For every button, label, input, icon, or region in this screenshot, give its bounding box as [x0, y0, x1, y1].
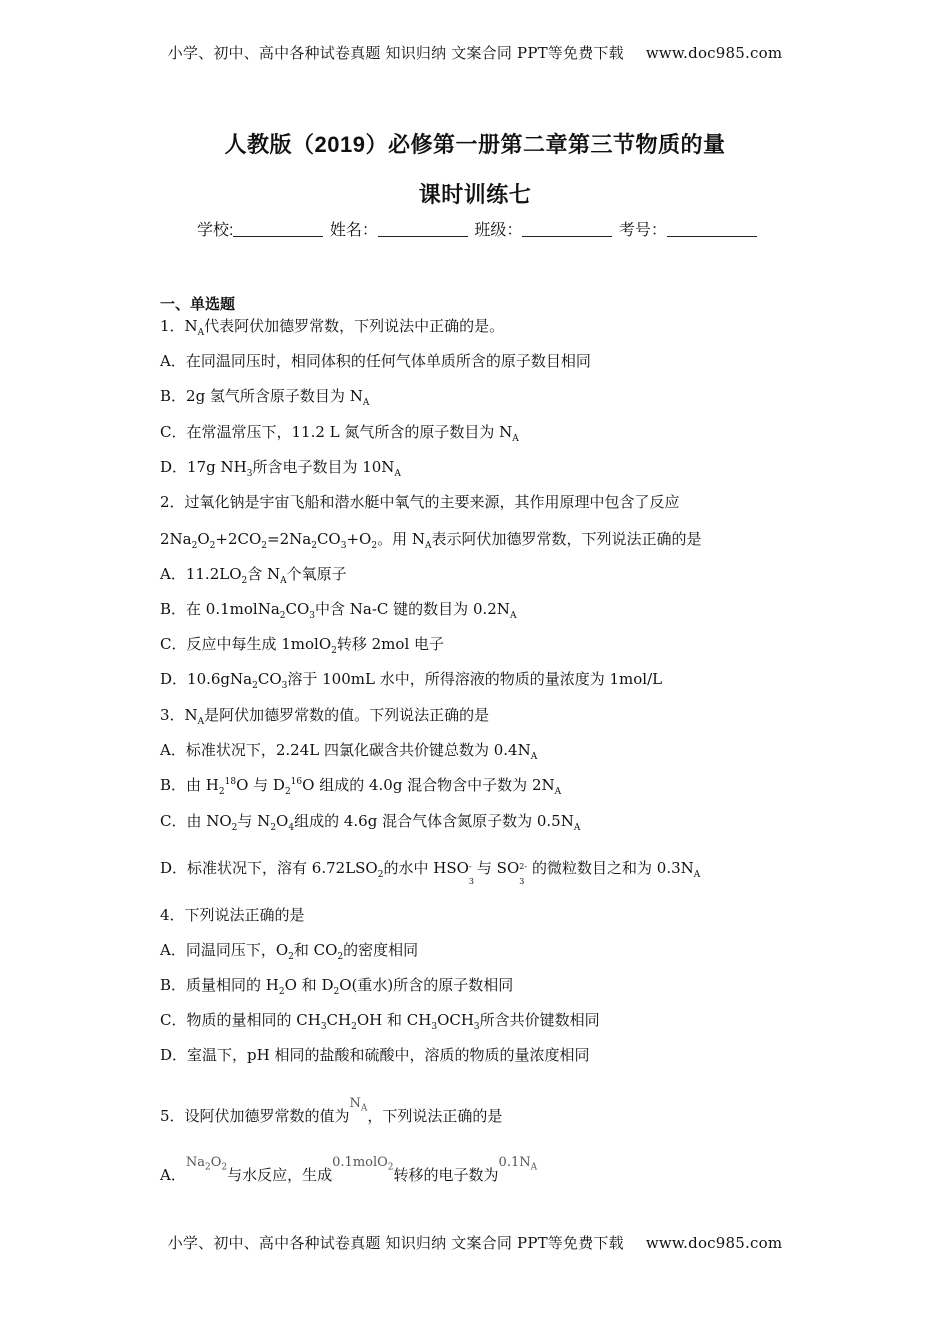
q1-option-c: C．在常温常压下，11.2 L 氮气所含的原子数目为 $N_A$ [160, 423, 519, 444]
banner-text: 小学、初中、高中各种试卷真题 知识归纳 文案合同 PPT等免费下载 [167, 1234, 624, 1252]
q1-option-d: D．17g $NH_3$所含电子数目为 $10N_A$ [160, 458, 401, 479]
q3-option-c: C．由 $NO_2$与 $N_2O_4$组成的 4.6g 混合气体含氮原子数为 $0.5N_A$ [160, 812, 581, 833]
banner-site-link[interactable]: www.doc985.com [645, 1234, 783, 1252]
school-label: 学校: [197, 222, 234, 239]
q4-stem: 4．下列说法正确的是 [160, 906, 305, 924]
q3-stem: 3．$N_A$是阿伏加德罗常数的值。下列说法正确的是 [160, 706, 490, 727]
class-label: 班级： [474, 222, 523, 239]
banner-text: 小学、初中、高中各种试卷真题 知识归纳 文案合同 PPT等免费下载 [167, 44, 624, 62]
electron-count-formula-image: $0.1N_A$ [498, 1155, 538, 1173]
q1-option-a: A．在同温同压时，相同体积的任何气体单质所含的原子数目相同 [160, 352, 591, 370]
na-formula-image: $N_A$ [349, 1096, 368, 1114]
footer-banner [0, 1232, 950, 1253]
section-heading: 一、单选题 [160, 296, 236, 313]
q5-stem: 5．设阿伏加德罗常数的值为$N_A$，下列说法正确的是 [160, 1096, 503, 1125]
school-blank[interactable] [233, 222, 323, 237]
q2-option-c: C．反应中每生成 1molO$_2$转移 2mol 电子 [160, 635, 445, 656]
q4-option-b: B．质量相同的 $H_2O$ 和 $D_2O$(重水)所含的原子数相同 [160, 976, 514, 997]
q1-option-b: B．2g 氢气所含原子数目为 $N_A$ [160, 387, 370, 408]
q3-option-d: D．标准状况下，溶有 $6.72LSO_2$的水中 HSO - 3 与 SO 2- 3 的微粒数目之和为 $0.3N_A$ [160, 859, 701, 886]
number-blank[interactable] [667, 222, 757, 237]
document-title: 人教版（2019）必修第一册第二章第三节物质的量 [224, 132, 726, 157]
name-label: 姓名： [329, 222, 378, 239]
class-blank[interactable] [522, 222, 612, 237]
q4-option-a: A．同温同压下，$O_2$和 $CO_2$的密度相同 [160, 941, 419, 962]
q3-option-a: A．标准状况下，2.24L 四氯化碳含共价键总数为 $0.4N_A$ [160, 741, 538, 762]
number-label: 考号： [618, 222, 667, 239]
q2-option-d: D．$10.6gNa_2CO_3$溶于 100mL 水中，所得溶液的物质的量浓度为 1mol/L [160, 670, 663, 691]
q1-stem: 1．$N_A$代表阿伏加德罗常数，下列说法中正确的是。 [160, 317, 505, 338]
banner-site-link[interactable]: www.doc985.com [645, 44, 783, 62]
q2-stem-equation: $2Na_2O_2+2CO_2=2Na_2CO_3+O_2$。用 $N_A$表示阿伏加德罗常数，下列说法正确的是 [160, 530, 702, 551]
na2o2-formula-image: $Na_2O_2$ [185, 1155, 228, 1173]
q4-option-d: D．室温下，pH 相同的盐酸和硫酸中，溶质的物质的量浓度相同 [160, 1046, 590, 1064]
name-blank[interactable] [378, 222, 468, 237]
q4-option-c: C．物质的量相同的 $CH_3CH_2OH$ 和 $CH_3OCH_3$所含共价键数相同 [160, 1011, 600, 1032]
o2-amount-formula-image: 0.1molO$_2$ [332, 1155, 394, 1173]
q2-option-b: B．在 $0.1molNa_2CO_3$中含 Na-C 键的数目为 $0.2N_A$ [160, 600, 517, 621]
header-banner [0, 42, 950, 63]
q5-option-a: A．$Na_2O_2$与水反应，生成0.1molO$_2$转移的电子数为$0.1N_A$ [160, 1155, 538, 1184]
q2-option-a: A．$11.2LO_2$含 $N_A$个氧原子 [160, 565, 347, 586]
student-info-line [197, 217, 759, 240]
q2-stem-line1: 2．过氧化钠是宇宙飞船和潜水艇中氧气的主要来源，其作用原理中包含了反应 [160, 493, 680, 511]
document-subtitle: 课时训练七 [418, 182, 532, 207]
q3-option-b: B．由 $H_2^{18}O$ 与 $D_2^{16}O$ 组成的 4.0g 混合物含中子数为 $2N_A$ [160, 776, 562, 797]
